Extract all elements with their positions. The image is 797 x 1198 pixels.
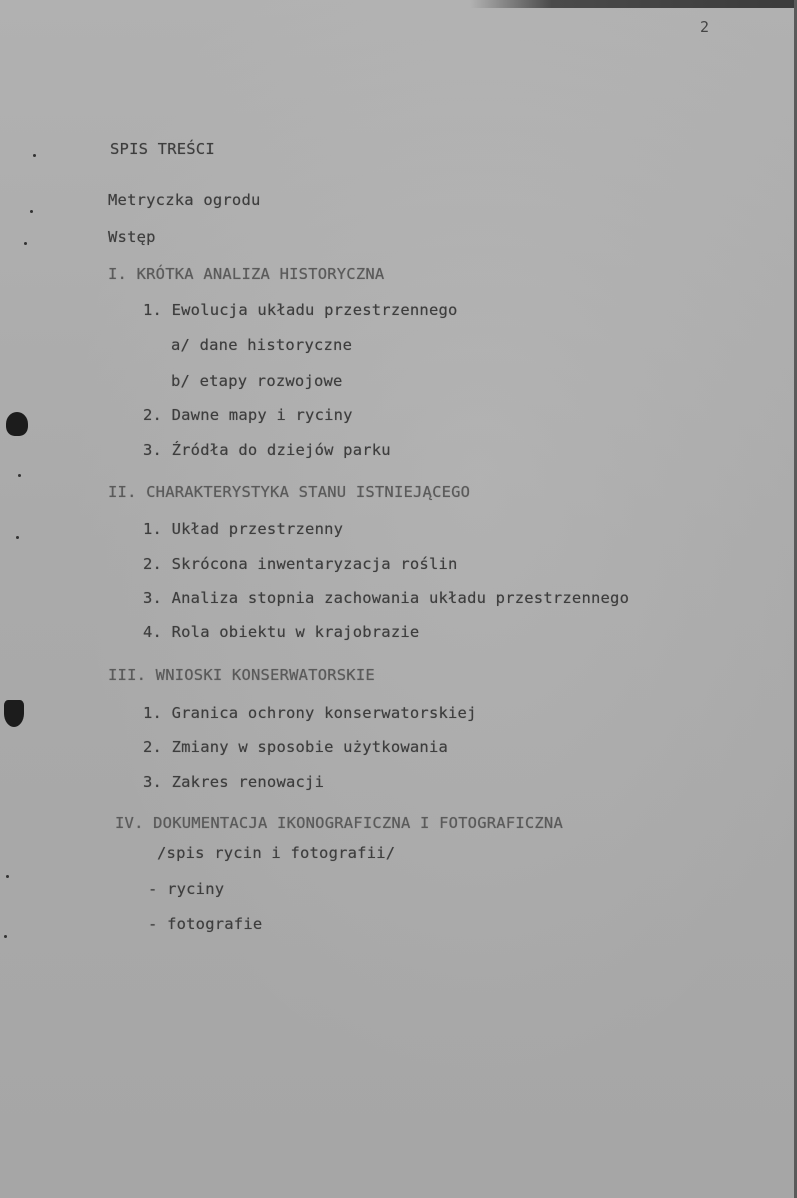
toc-item-2-1: 1. Układ przestrzenny [143, 520, 344, 538]
toc-subitem-b: b/ etapy rozwojowe [171, 372, 343, 390]
toc-item-2-3: 3. Analiza stopnia zachowania układu przestrzennego [143, 589, 630, 607]
scan-speck [18, 474, 21, 477]
scan-speck [33, 154, 36, 157]
toc-item-2-4: 4. Rola obiektu w krajobrazie [143, 623, 420, 641]
toc-item-3-2: 2. Zmiany w sposobie użytkowania [143, 738, 449, 756]
toc-section-2: II. CHARAKTERYSTYKA STANU ISTNIEJĄCEGO [108, 483, 471, 501]
toc-item-3-3: 3. Zakres renowacji [143, 773, 325, 791]
toc-item-1-1: 1. Ewolucja układu przestrzennego [143, 301, 458, 319]
scan-speck [16, 536, 19, 539]
scan-speck [24, 242, 27, 245]
punch-hole-bottom [4, 700, 24, 727]
toc-section-4: IV. DOKUMENTACJA IKONOGRAFICZNA I FOTOGRAFICZNA [115, 814, 563, 832]
toc-entry-wstep: Wstęp [108, 228, 156, 246]
toc-section-3: III. WNIOSKI KONSERWATORSKIE [108, 666, 375, 684]
scan-speck [4, 935, 7, 938]
scan-speck [30, 210, 33, 213]
page-number: 2 [700, 18, 710, 36]
punch-hole-top [6, 412, 28, 436]
toc-item-3-1: 1. Granica ochrony konserwatorskiej [143, 704, 477, 722]
toc-item-1-2: 2. Dawne mapy i ryciny [143, 406, 353, 424]
toc-title: SPIS TREŚCI [110, 140, 215, 158]
toc-section-1: I. KRÓTKA ANALIZA HISTORYCZNA [108, 265, 385, 283]
toc-item-4-fotografie: - fotografie [148, 915, 263, 933]
toc-item-1-3: 3. Źródła do dziejów parku [143, 441, 391, 459]
toc-entry-metryczka: Metryczka ogrodu [108, 191, 261, 209]
toc-item-4-ryciny: - ryciny [148, 880, 225, 898]
toc-subitem-a: a/ dane historyczne [171, 336, 353, 354]
toc-item-2-2: 2. Skrócona inwentaryzacja roślin [143, 555, 458, 573]
scan-speck [6, 875, 9, 878]
toc-section-4-subtitle: /spis rycin i fotografii/ [157, 844, 396, 862]
scan-edge-top [470, 0, 797, 8]
